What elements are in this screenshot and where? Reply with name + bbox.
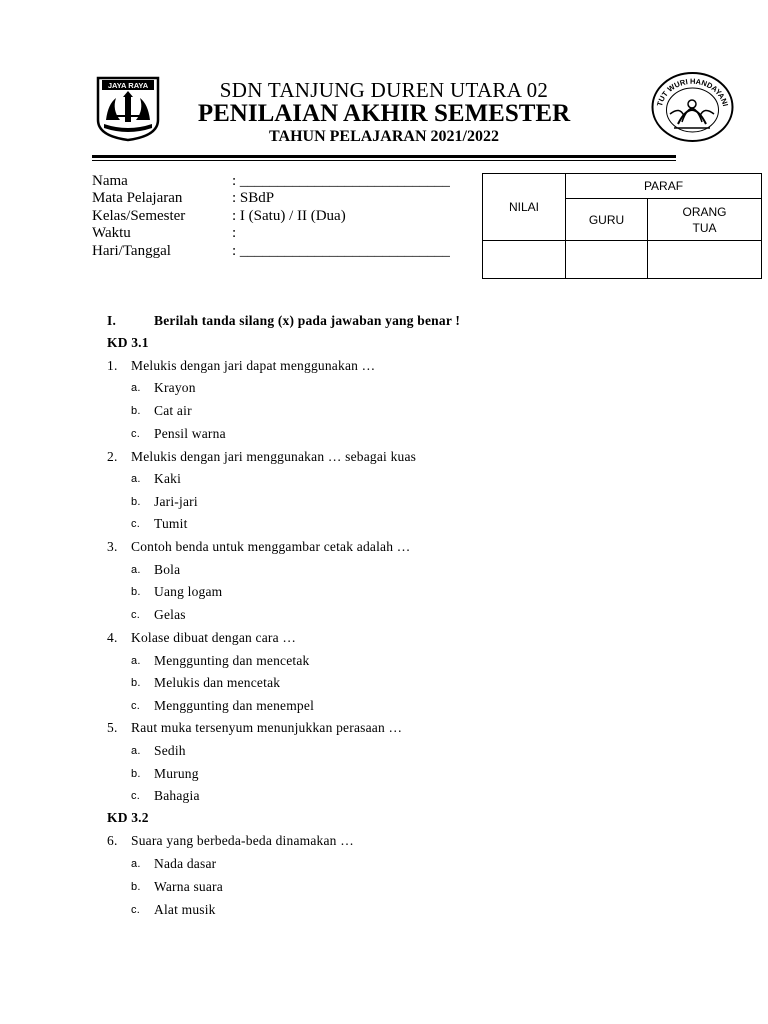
- nilai-header: NILAI: [483, 174, 566, 241]
- question-number: 4.: [107, 630, 118, 645]
- option-letter: a.: [131, 564, 141, 576]
- option-letter: a.: [131, 473, 141, 485]
- option-text[interactable]: Cat air: [154, 403, 192, 418]
- orang-tua-header: [648, 199, 762, 241]
- kd-heading-3-2: KD 3.2: [107, 810, 149, 825]
- option-letter: c.: [131, 428, 140, 440]
- option-text[interactable]: Nada dasar: [154, 856, 217, 871]
- option-text[interactable]: Bahagia: [154, 788, 200, 803]
- option-letter: a.: [131, 382, 141, 394]
- option-letter: c.: [131, 904, 140, 916]
- logo-right-text: TUT WURI HANDAYANI: [654, 76, 730, 108]
- exam-title: PENILAIAN AKHIR SEMESTER: [197, 100, 571, 127]
- option-letter: c.: [131, 700, 140, 712]
- option-text[interactable]: Alat musik: [154, 902, 216, 917]
- option-letter: a.: [131, 745, 141, 757]
- option-text[interactable]: Krayon: [154, 380, 196, 395]
- option-text[interactable]: Murung: [154, 766, 199, 781]
- option-letter: c.: [131, 518, 140, 530]
- question-text: Melukis dengan jari menggunakan … sebagai kuas: [131, 449, 417, 464]
- option-letter: b.: [131, 586, 141, 598]
- label-kelas-semester: Kelas/Semester: [92, 208, 186, 224]
- option-text[interactable]: Menggunting dan menempel: [154, 698, 315, 713]
- option-letter: b.: [131, 405, 141, 417]
- kd-heading-3-1: KD 3.1: [107, 335, 149, 350]
- label-nama: Nama: [92, 173, 128, 189]
- grade-table: [482, 173, 762, 279]
- question-text: Contoh benda untuk menggambar cetak adalah …: [131, 539, 411, 554]
- option-letter: b.: [131, 496, 141, 508]
- paraf-header: PARAF: [566, 174, 762, 199]
- question-number: 6.: [107, 833, 118, 848]
- label-hari-tanggal: Hari/Tanggal: [92, 243, 171, 259]
- option-text[interactable]: Jari-jari: [154, 494, 198, 509]
- value-nama: : ____________________________: [232, 173, 450, 189]
- question-number: 5.: [107, 720, 118, 735]
- orang-text: ORANG: [682, 204, 727, 219]
- question-text: Suara yang berbeda-beda dinamakan …: [131, 833, 354, 848]
- question-number: 3.: [107, 539, 118, 554]
- option-letter: b.: [131, 677, 141, 689]
- logo-left-text: JAYA RAYA: [107, 81, 149, 90]
- label-waktu: Waktu: [92, 225, 131, 241]
- value-waktu: :: [232, 225, 237, 241]
- option-text[interactable]: Sedih: [154, 743, 186, 758]
- option-letter: a.: [131, 655, 141, 667]
- section-number: I.: [107, 313, 117, 328]
- guru-header: GURU: [566, 199, 648, 241]
- option-text[interactable]: Tumit: [154, 516, 188, 531]
- school-name: SDN TANJUNG DUREN UTARA 02: [219, 78, 549, 102]
- value-mata-pelajaran: : SBdP: [232, 190, 275, 206]
- option-letter: b.: [131, 768, 141, 780]
- label-mata-pelajaran: Mata Pelajaran: [92, 190, 183, 206]
- question-text: Kolase dibuat dengan cara …: [131, 630, 297, 645]
- option-text[interactable]: Melukis dan mencetak: [154, 675, 281, 690]
- question-number: 2.: [107, 449, 118, 464]
- option-text[interactable]: Menggunting dan mencetak: [154, 653, 310, 668]
- option-text[interactable]: Kaki: [154, 471, 182, 486]
- option-letter: b.: [131, 881, 141, 893]
- academic-year: TAHUN PELAJARAN 2021/2022: [269, 128, 499, 145]
- nilai-box[interactable]: [483, 241, 566, 279]
- paraf-orang-tua-box[interactable]: [648, 241, 762, 279]
- section-instruction: Berilah tanda silang (x) pada jawaban yang benar !: [154, 313, 461, 328]
- option-text[interactable]: Warna suara: [154, 879, 223, 894]
- value-hari-tanggal: : ____________________________: [232, 243, 450, 259]
- option-letter: c.: [131, 790, 140, 802]
- option-text[interactable]: Pensil warna: [154, 426, 226, 441]
- option-text[interactable]: Gelas: [154, 607, 186, 622]
- option-text[interactable]: Bola: [154, 562, 181, 577]
- header-rule-thin: [92, 160, 676, 161]
- question-number: 1.: [107, 358, 118, 373]
- question-text: Raut muka tersenyum menunjukkan perasaan …: [131, 720, 403, 735]
- question-text: Melukis dengan jari dapat menggunakan …: [131, 358, 376, 373]
- tua-text: TUA: [692, 220, 717, 235]
- header-rule-thick: [92, 155, 676, 158]
- option-letter: a.: [131, 858, 141, 870]
- option-letter: c.: [131, 609, 140, 621]
- value-kelas-semester: : I (Satu) / II (Dua): [232, 208, 346, 224]
- option-text[interactable]: Uang logam: [154, 584, 223, 599]
- paraf-guru-box[interactable]: [566, 241, 648, 279]
